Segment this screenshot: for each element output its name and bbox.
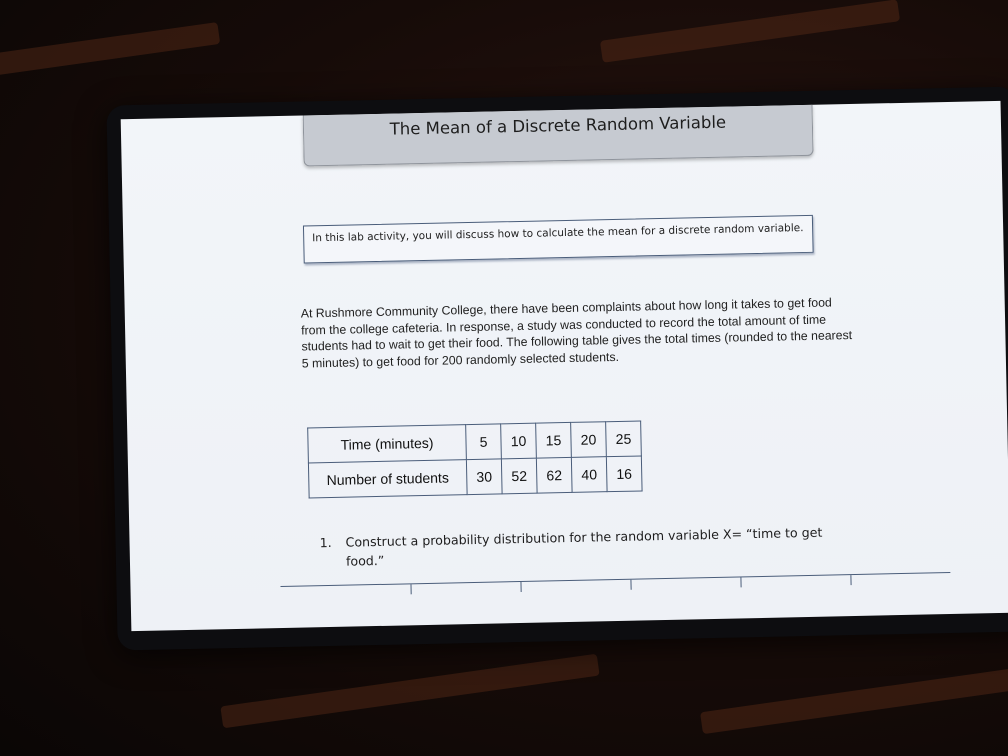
question-1 [319,522,860,571]
question-text: Construct a probability distribution for the random variable X= “time to get food.” [345,524,823,569]
title-box [303,105,814,167]
row-label-students: Number of students [308,460,467,498]
carpet-pattern [700,668,1008,734]
table-divider [740,577,741,587]
table-row [308,456,642,498]
table-cell: 40 [571,457,607,493]
row-label-time: Time (minutes) [308,425,467,463]
table-cell: 16 [606,456,642,492]
table-cell: 52 [501,458,537,494]
table-cell: 5 [466,424,502,460]
partial-table-edge [280,572,951,631]
scenario-paragraph: At Rushmore Community College, there have been complaints about how long it takes to get food from the college cafeteria. In response, a study was conducted to record the total amount of time students had to wait to get their food. The following table gives the total times (rounded to the nearest 5 minutes) to get food for 200 randomly selected students. [300,295,853,371]
carpet-pattern [220,654,599,729]
table-divider [520,582,521,592]
question-number: 1. [319,534,332,551]
table-divider [410,584,411,594]
table-cell: 20 [571,422,607,458]
table-divider [630,580,631,590]
table-divider [850,575,851,585]
table-cell: 15 [536,422,572,458]
table-cell: 30 [466,459,502,495]
page-title: The Mean of a Discrete Random Variable [389,112,727,139]
tablet-screen [121,101,1008,631]
carpet-pattern [600,0,900,63]
table-cell: 62 [536,457,572,493]
intro-box: In this lab activity, you will discuss how to calculate the mean for a discrete random variable. [303,215,814,264]
data-table [307,420,642,498]
table-cell: 25 [606,421,642,457]
tablet-device [106,87,1008,651]
table-cell: 10 [501,423,537,459]
carpet-pattern [0,22,220,80]
